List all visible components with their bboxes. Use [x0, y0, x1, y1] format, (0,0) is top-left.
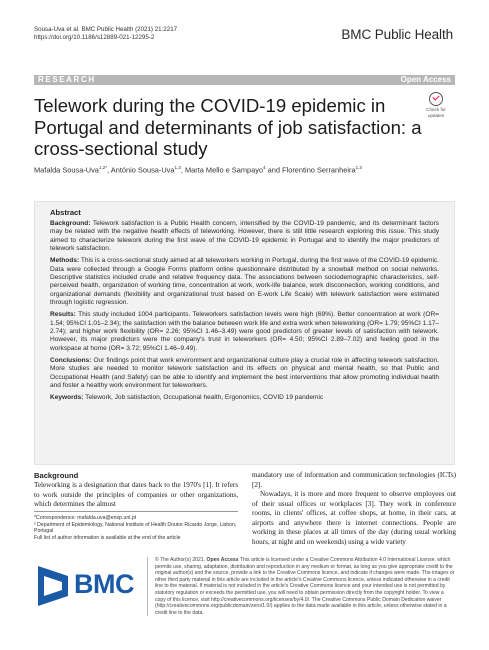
author-affil: 1,3: [355, 165, 362, 170]
body-column-left: [34, 471, 238, 510]
abstract-label: Keywords:: [50, 393, 84, 401]
abstract-label: Background:: [50, 220, 91, 227]
bmc-logo: [34, 557, 144, 617]
body-paragraph: Teleworking is a designation that dates back to the 1970's [1]. It refers to work outside the principles of companies or other organizations, which determines the almost: [34, 481, 238, 508]
body-column-right: [252, 471, 456, 547]
abstract-conclusions: [50, 357, 439, 391]
license-text: This article is licensed under a Creative Commons Attribution 4.0 International License, which permits use, sharing, adaptation, distribution and reproduction in any medium or format, as long as you give appropriate credit to the original author(s) and the source, provide a link to the Creative Commons licence, and indicate if changes were made. The images or other third party material in this article are included in the article's Creative Commons licence, unless indicated otherwise in a credit line to the material. If material is not included in the article's Creative Commons licence and your intended use is not permitted by statutory regulation or exceeds the permitted use, you will need to obtain permission directly from the copyright holder. To view a copy of this licence, visit http://creativecommons.org/licenses/by/4.0/. The Creative Commons Public Domain Dedication waiver (http://creativecommons.org/publicdomain/zero/1.0/) applies to the data made available in this article, unless otherwise stated in a credit line to the data.: [155, 557, 455, 616]
bmc-logo-icon: [34, 562, 72, 610]
full-list-note: Full list of author information is available at the end of the article: [34, 534, 181, 541]
abstract-label: Results:: [50, 311, 76, 319]
section-heading: Background: [34, 471, 79, 480]
abstract-keywords: [50, 394, 439, 402]
correspondence-note[interactable]: *Correspondence: mafalda.uva@ensp.unl.pt: [34, 515, 137, 521]
doi-link[interactable]: https://doi.org/10.1186/s12889-021-12295-2: [34, 34, 155, 41]
open-access-label: Open Access: [400, 75, 451, 84]
author-name[interactable]: Florentino Serranheira: [282, 165, 356, 175]
abstract-box: [34, 201, 455, 465]
author-name[interactable]: Mafalda Sousa-Uva: [34, 165, 99, 175]
section-label: RESEARCH: [38, 75, 96, 84]
check-for-updates-button[interactable]: [420, 92, 452, 118]
footnote: [34, 511, 238, 541]
crossmark-icon: [429, 92, 443, 106]
body-paragraph: mandatory use of information and communication technologies (ICTs) [2].: [252, 471, 456, 489]
crossmark-label: Check for updates: [426, 107, 446, 118]
abstract-text: This study included 1004 participants. Teleworkers satisfaction levels were high (69%). Better concentration at work (OR= 1.54; 95%CI 1.01–2.34); the satisfaction with the balance between work life and extra work when teleworking (OR= 1.79; 95%CI 1.17–2.74); and higher work flexibility (OR= 2.26; 95%CI 1.46–3.49) were good predictors of greater levels of satisfaction with telework. However, its major predictors were the company's trust in teleworkers (OR= 4.50; 95%CI 2.89–7.02) and feeling good in the workspace at home (OR= 3.72; 95%CI 1.46–9.49).: [50, 311, 439, 352]
copyright-text: © The Author(s) 2021.: [155, 557, 207, 563]
author-affil: 1,2*: [98, 165, 108, 170]
abstract-heading: Abstract: [50, 208, 81, 217]
author-name[interactable]: António Sousa-Uva: [110, 165, 175, 175]
abstract-text: Telework satisfaction is a Public Health concern, intensified by the COVID-19 pandemic, and its determinant factors may be related with the negative health effects of teleworking. However, there is still little research exploring this issue. This study aimed to characterize telework during the first wave of the COVID-19 epidemic in Portugal and to identify the major predictors of telework satisfaction.: [50, 220, 439, 253]
abstract-label: Conclusions:: [50, 356, 92, 364]
author-affil: 4: [263, 165, 266, 170]
abstract-methods: [50, 257, 439, 308]
affiliation-note: ² Department of Epidemiology, National Institute of Health Doutor Ricardo Jorge, Lisbon, Portugal: [34, 521, 237, 535]
abstract-background: [50, 220, 439, 254]
journal-name: BMC Public Health: [341, 27, 453, 42]
abstract-text: Our findings point that work environment and organizational culture play a crucial role in affecting telework satisfaction. More studies are needed to monitor telework satisfaction and its effects on physical and mental health, so that Public and Occupational Health (and Safety) can be able to identify and implement the best interventions that allow promoting individual health and foster a healthy work environment for teleworkers.: [50, 356, 439, 390]
license-block: [147, 557, 455, 616]
author-affil: 1,3: [174, 165, 181, 170]
author-name[interactable]: Marta Mello e Sampayo: [184, 165, 264, 175]
bmc-logo-text: BMC: [74, 569, 134, 599]
abstract-results: [50, 311, 439, 353]
body-paragraph: Nowadays, it is more and more frequent to observe employees out of their usual offices or workplaces [3]. They work in conference rooms, in clients' offices, at coffee shops, at home, in their cars, at airports and anywhere there is internet connections. People are working in these places at all times of the day (during usual working hours, at night and on weekends) using a wide variety: [252, 490, 456, 546]
citation-line: Sousa-Uva et al. BMC Public Health (2021) 21:2217: [34, 26, 178, 33]
abstract-text: This is a cross-sectional study aimed at all teleworkers working in Portugal, during the first wave of the COVID-19 epidemic. Data were collected through a Google Forms platform online questionnaire distributed by a snowball method on social networks. Descriptive statistics included crude and relative frequency data. The associations between sociodemographic characteristics, self-perceived health, organization of working time, concentration at work, work-life balance, work disconnection, working conditions, and organizational demands (flexibility and organizational trust based on E-work Life Scale) with telework satisfaction were estimated through logistic regression.: [50, 257, 439, 307]
citation-meta: [34, 26, 177, 42]
article-title: Telework during the COVID-19 epidemic in Portugal and determinants of job satisfaction: a cross-sectional study: [34, 95, 422, 159]
abstract-text: Telework, Job satisfaction, Occupational health, Ergonomics, COVID 19 pandemic: [83, 393, 324, 401]
open-access-text: Open Access: [206, 557, 239, 563]
author-list: Mafalda Sousa-Uva$^{1,2*}$, António Sousa-Uva$^{1,3}$, Marta Mello e Sampayo$^4$ and Florentino Serranheira$^{1,3}$: [34, 165, 362, 175]
abstract-label: Methods:: [50, 257, 80, 265]
section-banner: [34, 75, 455, 85]
